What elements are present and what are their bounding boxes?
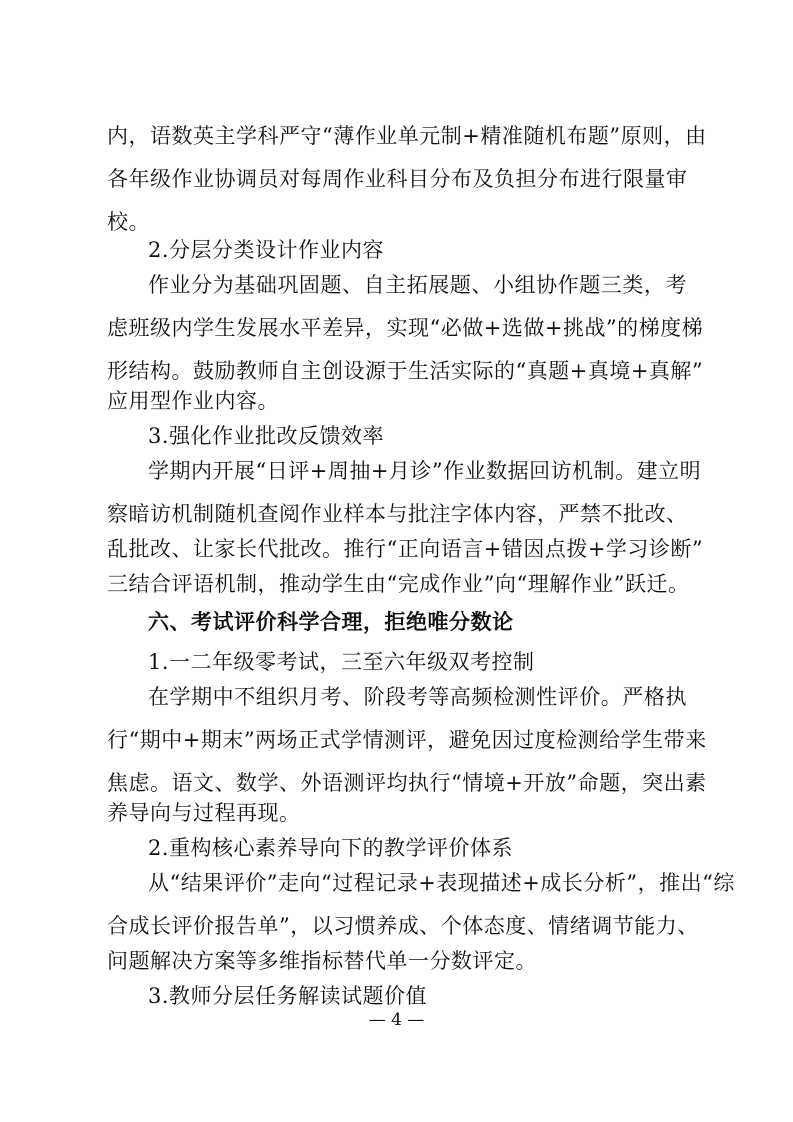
section-heading: 六、考试评价科学合理，拒绝唯分数论 [148,610,514,634]
body-line: 问题解决方案等多维指标替代单一分数评定。 [107,949,537,973]
subheading: 3.教师分层任务解读试题价值 [148,984,428,1008]
body-line: 内，语数英主学科严守“薄作业单元制+精准随机布题”原则，由 [107,124,707,148]
body-line: 从“结果评价”走向“过程记录+表现描述+成长分析”，推出“综 [148,871,735,895]
body-line: 焦虑。语文、数学、外语测评均执行“情境+开放”命题，突出素 [107,771,707,795]
body-line: 学期内开展“日评+周抽+月诊”作业数据回访机制。建立明 [148,459,702,483]
subheading: 2.重构核心素养导向下的教学评价体系 [148,836,514,860]
body-line: 乱批改、让家长代批改。推行“正向语言+错因点拨+学习诊断” [107,537,704,561]
subheading: 3.强化作业批改反馈效率 [148,424,385,448]
body-line: 作业分为基础巩固题、自主拓展题、小组协作题三类，考 [148,273,687,297]
body-line: 三结合评语机制，推动学生由“完成作业”向“理解作业”跃迁。 [107,572,690,596]
page-number: — 4 — [368,1010,425,1030]
subheading: 1.一二年级零考试，三至六年级双考控制 [148,650,535,674]
body-line: 合成长评价报告单”，以习惯养成、个体态度、情绪调节能力、 [107,914,699,938]
subheading: 2.分层分类设计作业内容 [148,238,385,262]
body-line: 虑班级内学生发展水平差异，实现“必做+选做+挑战”的梯度梯 [107,316,704,340]
body-line: 形结构。鼓励教师自主创设源于生活实际的“真题+真境+真解” [107,359,704,383]
body-line: 养导向与过程再现。 [107,801,301,825]
body-line: 应用型作业内容。 [107,389,279,413]
body-line: 行“期中+期末”两场正式学情测评，避免因过度检测给学生带来 [107,728,707,752]
body-line: 察暗访机制随机查阅作业样本与批注字体内容，严禁不批改、 [107,502,688,526]
body-line: 校。 [107,210,150,234]
body-line: 各年级作业协调员对每周作业科目分布及负担分布进行限量审 [107,167,688,191]
body-line: 在学期中不组织月考、阶段考等高频检测性评价。严格执 [148,685,687,709]
